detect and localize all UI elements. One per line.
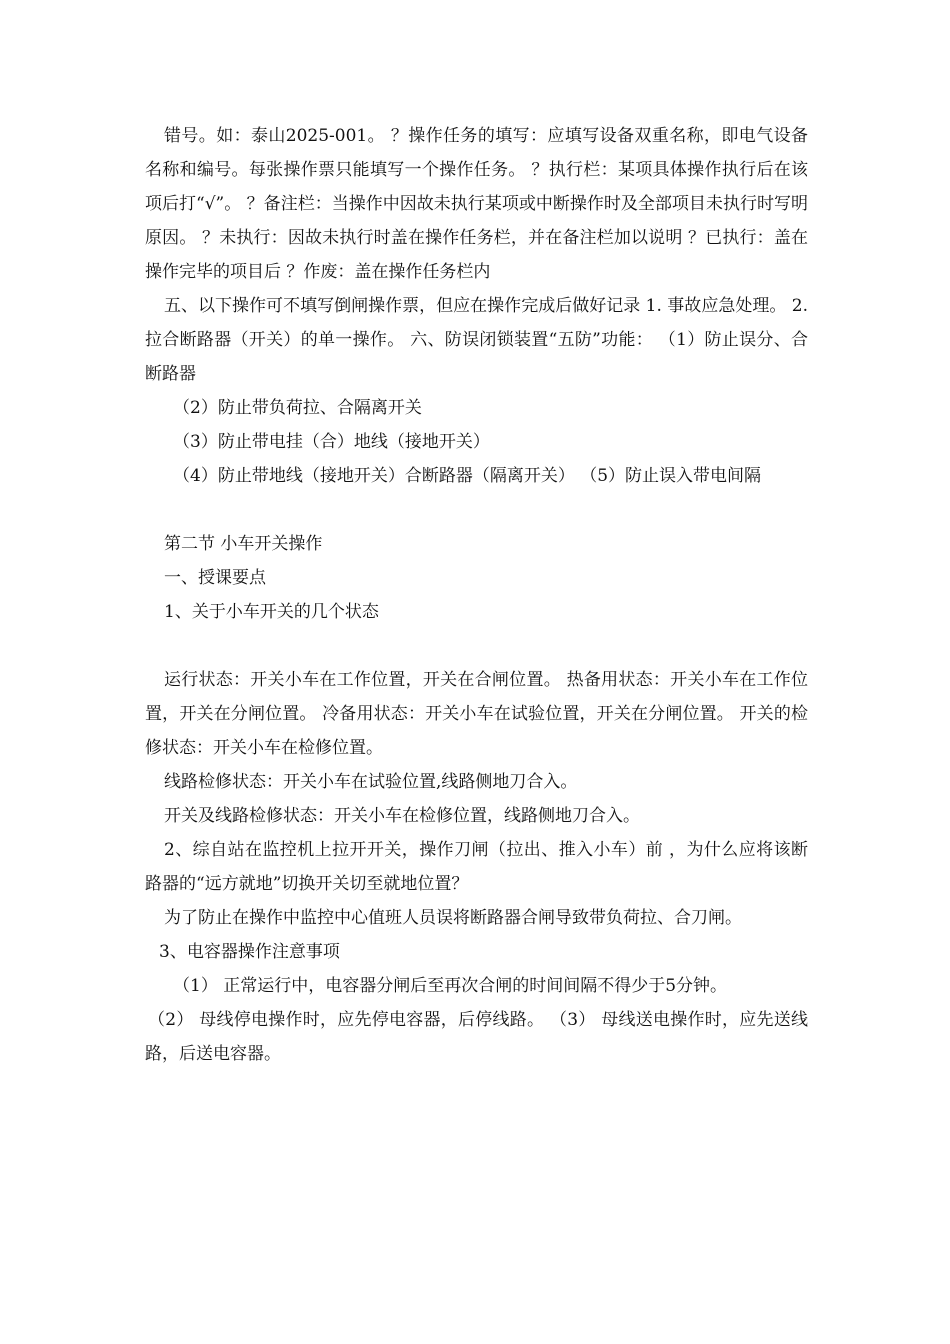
- paragraph-switch-states: 运行状态：开关小车在工作位置，开关在合闸位置。 热备用状态：开关小车在工作位置，开关在分闸位置。 冷备用状态：开关小车在试验位置，开关在分闸位置。 开关的检修状态：开关小车在检修位置。: [145, 670, 808, 758]
- paragraph-exempt-operations: 五、以下操作可不填写倒闸操作票，但应在操作完成后做好记录 1. 事故应急处理。 2. 拉合断路器（开关）的单一操作。 六、防误闭锁装置“五防”功能： （1）防止误分、合断路器: [145, 296, 808, 384]
- blank-line: [145, 493, 808, 527]
- list-item-five-prevention-2: （2）防止带负荷拉、合隔离开关: [173, 398, 422, 418]
- document-body: [145, 119, 808, 1071]
- section-heading: 第二节 小车开关操作: [164, 534, 323, 554]
- blank-line: [145, 629, 808, 663]
- subheading-teaching-points: 一、授课要点: [164, 568, 266, 588]
- subheading-cart-switch-states: 1、关于小车开关的几个状态: [164, 602, 379, 622]
- paragraph-line-maintenance-state: 线路检修状态：开关小车在试验位置,线路侧地刀合入。: [164, 772, 578, 792]
- paragraph-remote-local-answer: 为了防止在操作中监控中心值班人员误将断路器合闸导致带负荷拉、合刀闸。: [164, 908, 742, 928]
- list-item-capacitor-2-3: （2） 母线停电操作时，应先停电容器，后停线路。 （3） 母线送电操作时，应先送线路，后送电容器。: [145, 1010, 808, 1064]
- list-item-capacitor-1: （1） 正常运行中，电容器分闸后至再次合闸的时间间隔不得少于5分钟。: [173, 976, 728, 996]
- list-item-five-prevention-4-5: （4）防止带地线（接地开关）合断路器（隔离开关） （5）防止误入带电间隔: [173, 466, 762, 486]
- paragraph-operation-ticket-notes: 错号。如：泰山2025-001。 ？操作任务的填写：应填写设备双重名称，即电气设备名称和编号。每张操作票只能填写一个操作任务。 ？执行栏：某项具体操作执行后在该项后打“√”。 ？备注栏：当操作中因故未执行某项或中断操作时及全部项目未执行时写明原因。 ？未执行：因故未执行时盖在操作任务栏，并在备注栏加以说明 ？已执行：盖在操作完毕的项目后 ？作废：盖在操作任务栏内: [145, 126, 808, 282]
- paragraph-remote-local-question: 2、综自站在监控机上拉开开关，操作刀闸（拉出、推入小车）前 ，为什么应将该断路器的“远方就地”切换开关切至就地位置？: [145, 840, 808, 894]
- paragraph-switch-line-maintenance-state: 开关及线路检修状态：开关小车在检修位置，线路侧地刀合入。: [164, 806, 640, 826]
- list-item-five-prevention-3: （3）防止带电挂（合）地线（接地开关）: [173, 432, 490, 452]
- subheading-capacitor-notes: 3、电容器操作注意事项: [159, 942, 340, 962]
